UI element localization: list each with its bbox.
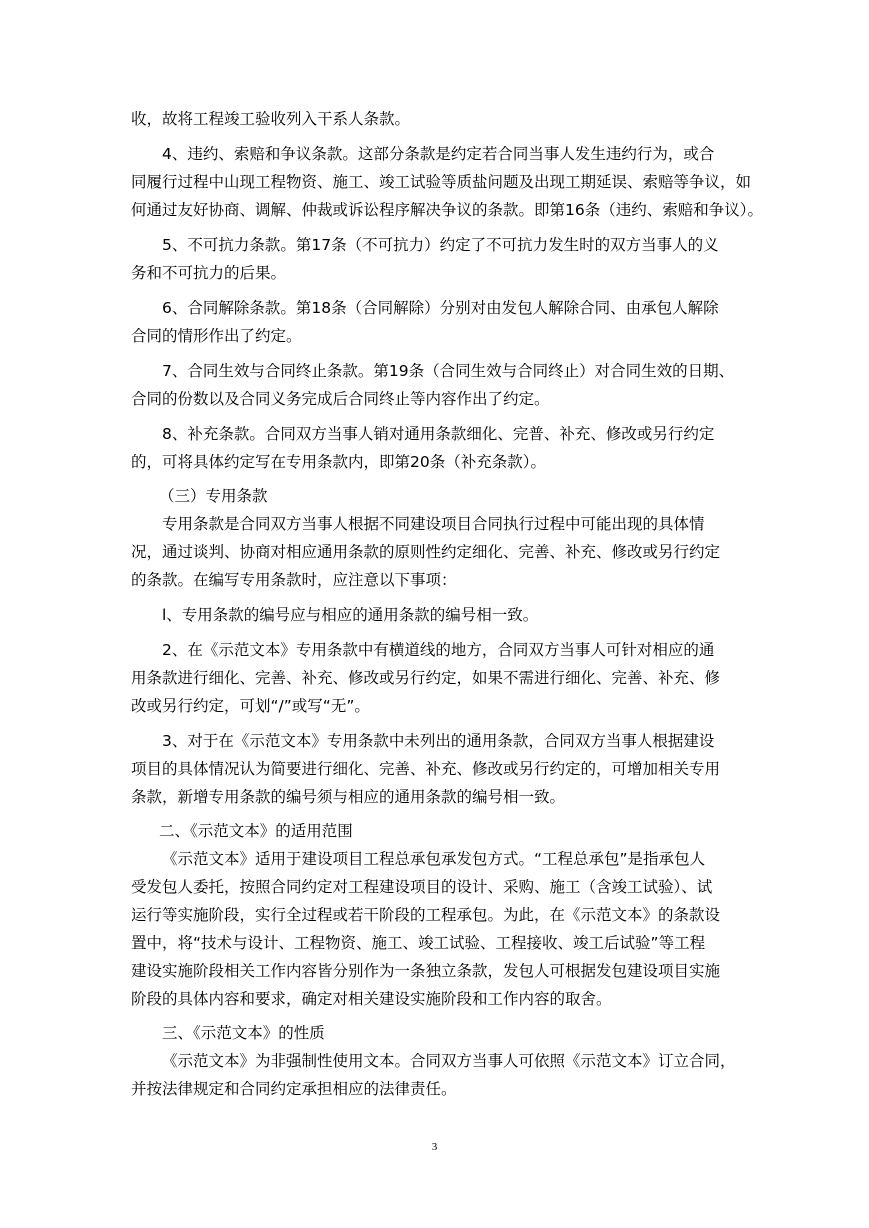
text-line: 5、不可抗力条款。第17条（不可抗力）约定了不可抗力发生时的双方当事人的义	[162, 236, 719, 254]
text-line: 况，通过谈判、协商对相应通用条款的原则性约定细化、完善、补充、修改或另行约定	[131, 543, 721, 561]
text-line: 条款，新增专用条款的编号须与相应的通用条款的编号相一致。	[131, 788, 566, 806]
text-line: 同履行过程中山现工程物资、施工、竣工试验等质盐问题及出现工期延误、索赔等争议，如	[131, 173, 752, 191]
text-line: 务和不可抗力的后果。	[131, 264, 287, 282]
text-line: 8、补充条款。合同双方当事人销对通用条款细化、完普、补充、修改或另行约定	[162, 425, 715, 443]
text-line: 4、违约、索赔和争议条款。这部分条款是约定若合同当事人发生违约行为，或合	[162, 145, 715, 163]
text-line: 阶段的具体内容和要求，确定对相关建设实施阶段和工作内容的取舍。	[131, 990, 612, 1008]
text-line: 合同的情形作出了约定。	[131, 327, 302, 345]
text-line: 6、合同解除条款。第18条（合同解除）分别对由发包人解除合同、由承包人解除	[162, 299, 719, 317]
text-line: 建设实施阶段相关工作内容皆分别作为一条独立条款，发包人可根据发包建设项目实施	[131, 962, 721, 980]
section-heading: 二、《示范文本》的适用范围	[159, 822, 353, 840]
text-line: 项目的具体情况认为简要进行细化、完善、补充、修改或另行约定的，可增加相关专用	[131, 760, 721, 778]
text-line: 受发包人委托，按照合同约定对工程建设项目的设计、采购、施工（含竣工试验）、试	[131, 878, 713, 896]
text-line: 改或另行约定，可划“/”或写“无”。	[131, 697, 370, 715]
text-line: 专用条款是合同双方当事人根据不同建设项目合同执行过程中可能出现的具体情	[162, 515, 705, 533]
text-line: 《示范文本》为非强制性使用文本。合同双方当事人可依照《示范文本》订立合同，	[162, 1052, 736, 1070]
text-line: 并按法律规定和合同约定承担相应的法律责任。	[131, 1080, 457, 1098]
text-line: 2、在《示范文本》专用条款中有横道线的地方，合同双方当事人可针对相应的通	[162, 641, 715, 659]
text-line: 置中，将“技术与设计、工程物资、施工、竣工试验、工程接收、竣工后试验”等工程	[131, 934, 706, 952]
text-line: 合同的份数以及合同义务完成后合同终止等内容作出了约定。	[131, 390, 550, 408]
text-line: 收，故将工程竣工验收列入干系人条款。	[131, 110, 411, 128]
text-line: 的，可将具体约定写在专用条款内，即第20条（补充条款）。	[131, 453, 546, 471]
text-line: l、专用条款的编号应与相应的通用条款的编号相一致。	[162, 606, 539, 624]
text-line: 《示范文本》适用于建设项目工程总承包承发包方式。“工程总承包”是指承包人	[162, 850, 706, 868]
section-heading: （三）专用条款	[159, 487, 268, 505]
text-line: 7、合同生效与合同终止条款。第19条（合同生效与合同终止）对合同生效的日期、	[162, 362, 735, 380]
text-line: 的条款。在编写专用条款时，应注意以下事项：	[131, 571, 457, 589]
text-line: 3、对于在《示范文本》专用条款中未列出的通用条款，合同双方当事人根据建设	[162, 732, 715, 750]
text-line: 何通过友好协商、调解、仲裁或诉讼程序解决争议的条款。即第16条（违约、索赔和争议）。	[131, 201, 763, 219]
section-heading: 三、《示范文本》的性质	[162, 1024, 325, 1042]
text-line: 用条款进行细化、完善、补充、修改或另行约定，如果不需进行细化、完善、补充、修	[131, 669, 721, 687]
text-line: 运行等实施阶段，实行全过程或若干阶段的工程承包。为此，在《示范文本》的条款设	[131, 906, 721, 924]
page-number: 3	[431, 1141, 438, 1153]
